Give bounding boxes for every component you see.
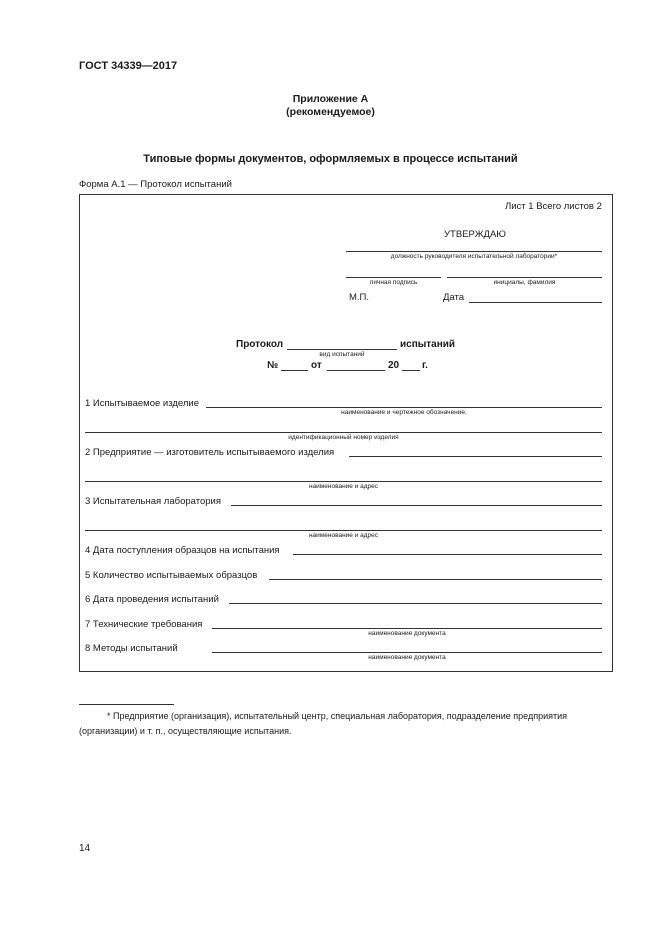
item-1-hint-2: идентификационный номер изделия <box>288 434 399 441</box>
item-1-label: 1 Испытываемое изделие <box>85 398 199 409</box>
initials-hint: инициалы, фамилия <box>493 279 556 286</box>
item-7-line <box>212 628 602 629</box>
item-8-hint: наименование документа <box>368 654 446 661</box>
approve-label: УТВЕРЖДАЮ <box>444 229 506 240</box>
section-title: Типовые формы документов, оформляемых в процессе испытаний <box>143 153 518 165</box>
number-line <box>281 370 308 371</box>
item-2-hint: наименование и адрес <box>308 483 379 490</box>
position-line <box>346 251 602 252</box>
date-label: Дата <box>443 292 465 303</box>
item-6-label: 6 Дата проведения испытаний <box>85 594 219 605</box>
signature-hint: личная подпись <box>369 279 418 286</box>
sheet-info: Лист 1 Всего листов 2 <box>505 201 602 212</box>
item-8-line <box>212 652 602 653</box>
from-label: от <box>311 360 322 371</box>
form-label: Форма А.1 — Протокол испытаний <box>79 179 232 190</box>
footnote-line-1: * Предприятие (организация), испытательный центр, специальная лаборатория, подразделение предприятия <box>107 711 567 721</box>
item-3-line-2 <box>85 530 602 531</box>
stamp-label: М.П. <box>349 292 370 303</box>
footnote-rule <box>79 704 174 705</box>
item-1-line-2 <box>85 432 602 433</box>
item-4-line <box>293 554 602 555</box>
item-1-line <box>206 407 602 408</box>
item-5-line <box>269 579 602 580</box>
year-prefix: 20 <box>388 360 400 371</box>
item-6-line <box>229 603 602 604</box>
year-suffix: г. <box>422 360 428 371</box>
item-7-label: 7 Технические требования <box>85 619 203 630</box>
item-4-label: 4 Дата поступления образцов на испытания <box>85 545 280 556</box>
signature-line <box>346 277 441 278</box>
number-label: № <box>267 360 279 371</box>
item-2-label: 2 Предприятие — изготовитель испытываемого изделия <box>85 447 335 458</box>
page-number: 14 <box>79 843 91 854</box>
protocol-type-hint: вид испытаний <box>319 351 365 358</box>
protocol-type-line <box>287 349 397 350</box>
standard-header: ГОСТ 34339—2017 <box>79 60 178 72</box>
date-line <box>469 302 602 303</box>
position-hint: должность руководителя испытательной лаборатории* <box>390 253 558 260</box>
item-1-hint: наименование и чертежное обозначение, <box>341 409 467 416</box>
item-2-line <box>349 456 602 457</box>
item-8-label: 8 Методы испытаний <box>85 643 178 654</box>
item-3-hint: наименование и адрес <box>308 532 379 539</box>
footnote-line-2: (организации) и т. п., осуществляющие испытания. <box>79 726 292 736</box>
appendix-title: Приложение А <box>292 93 369 105</box>
item-7-hint: наименование документа <box>368 630 446 637</box>
appendix-subtitle: (рекомендуемое) <box>286 106 375 118</box>
item-5-label: 5 Количество испытываемых образцов <box>85 570 258 581</box>
protocol-title-right: испытаний <box>400 339 456 350</box>
initials-line <box>447 277 602 278</box>
date-day-month-line <box>327 370 385 371</box>
year-line <box>402 370 420 371</box>
item-3-line <box>231 505 602 506</box>
item-2-line-2 <box>85 481 602 482</box>
protocol-title-left: Протокол <box>236 339 284 350</box>
item-3-label: 3 Испытательная лаборатория <box>85 496 221 507</box>
